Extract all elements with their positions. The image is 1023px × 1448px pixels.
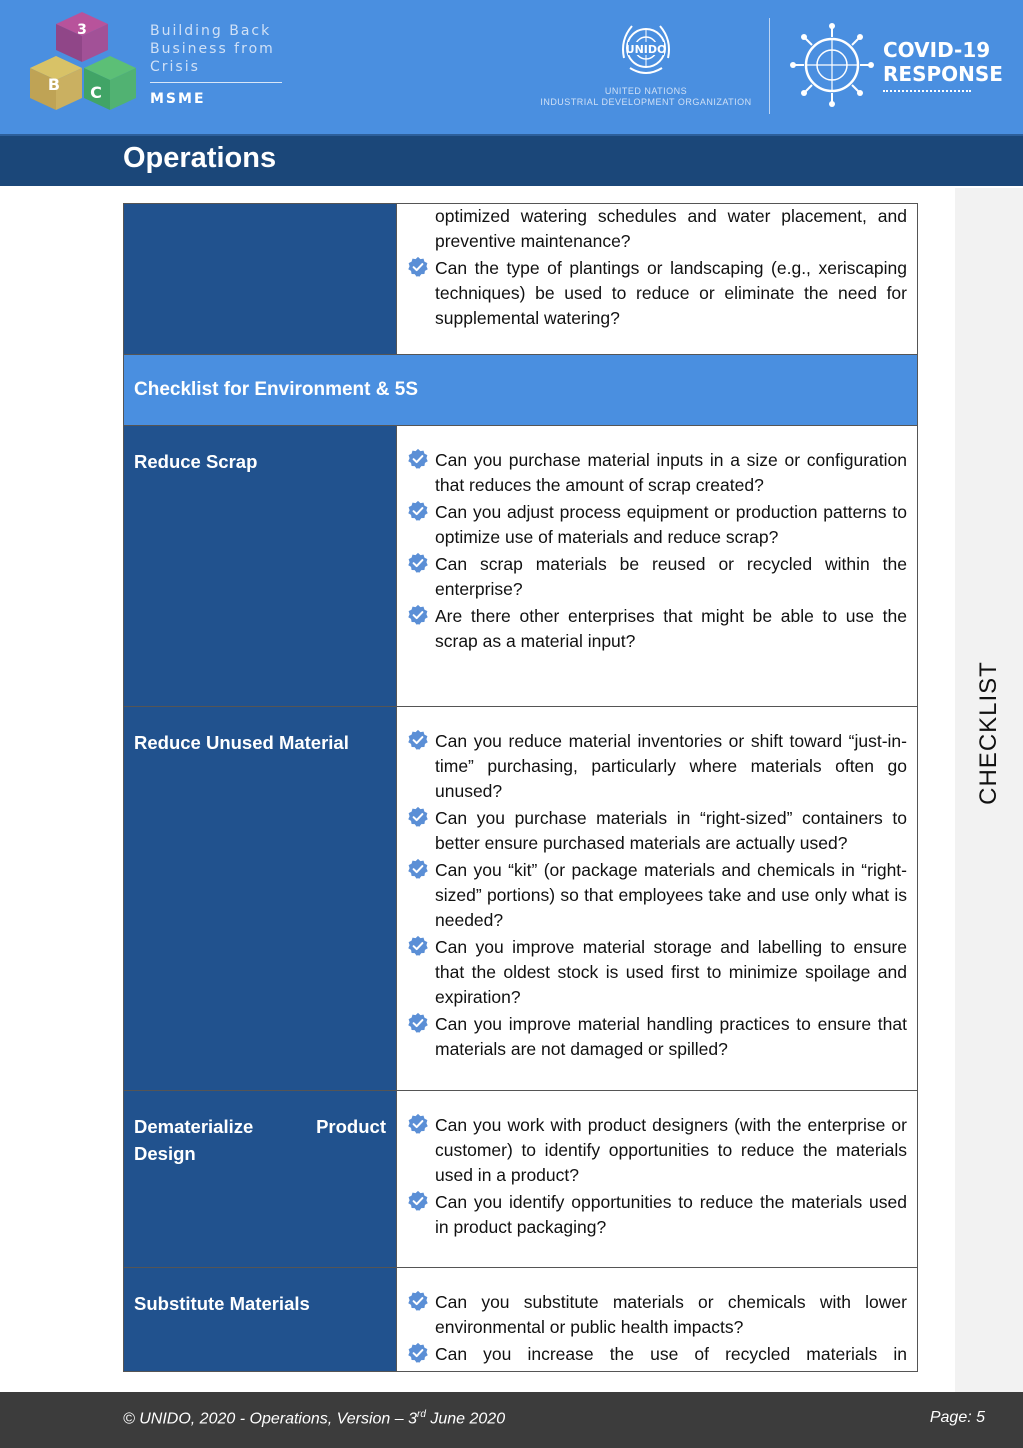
checklist-item-text: Can you improve material storage and labelling to ensure that the oldest stock is used first to minimize spoilage and expiration?	[435, 937, 907, 1007]
page-title: Operations	[123, 142, 277, 174]
table-row	[124, 204, 917, 355]
checklist-item-text: Can you improve material handling practices to ensure that materials are not damaged or spilled?	[435, 1014, 907, 1059]
table-row	[124, 707, 917, 1091]
verified-check-icon	[407, 806, 429, 828]
svg-text:C: C	[90, 83, 102, 102]
checklist-table	[123, 203, 918, 1372]
checklist-item-text: Can you “kit” (or package materials and chemicals in “right-sized” portions) so that employees take and use only what is needed?	[435, 860, 907, 930]
verified-check-icon	[407, 935, 429, 957]
footer-ordinal: rd	[417, 1409, 426, 1420]
checklist-item	[407, 1012, 907, 1062]
checklist-item-text: Can the type of plantings or landscaping (e.g., xeriscaping techniques) be used to reduce or eliminate the need for supplemental watering?	[435, 258, 907, 328]
checklist-item-text: Can you work with product designers (with the enterprise or customer) to identify opportunities to reduce the materials used in a product?	[435, 1115, 907, 1185]
checklist-item-text: Can scrap materials be reused or recycled within the enterprise?	[435, 554, 907, 599]
checklist-item-text: optimized watering schedules and water placement, and preventive maintenance?	[435, 206, 907, 251]
verified-check-icon	[407, 448, 429, 470]
verified-check-icon	[407, 729, 429, 751]
verified-check-icon	[407, 1190, 429, 1212]
verified-check-icon	[407, 604, 429, 626]
checklist-item-text: Can you increase the use of recycled materials in	[435, 1344, 907, 1364]
checklist-item	[407, 806, 907, 856]
logo-line: Business from	[150, 41, 275, 57]
checklist-item-text: Can you adjust process equipment or production patterns to optimize use of materials and reduce scrap?	[435, 502, 907, 547]
footer-copyright-date: June 2020	[425, 1410, 506, 1428]
covid-line: COVID-19	[883, 38, 991, 62]
checklist-item	[407, 1190, 907, 1240]
svg-text:3: 3	[77, 22, 87, 38]
logo-line: Crisis	[150, 59, 200, 75]
table-row	[124, 1268, 917, 1371]
category-cell	[124, 204, 397, 354]
covid-response-label	[883, 38, 1003, 92]
verified-check-icon	[407, 1012, 429, 1034]
verified-check-icon	[407, 1342, 429, 1364]
checklist-item	[407, 448, 907, 498]
logo-line: Building Back	[150, 23, 272, 39]
footer-copyright-prefix: © UNIDO, 2020 - Operations, Version – 3	[123, 1410, 417, 1428]
checklist-item-text: Are there other enterprises that might be able to use the scrap as a material input?	[435, 606, 907, 651]
un-wreath-emblem-icon	[616, 18, 676, 80]
verified-check-icon	[407, 256, 429, 278]
checklist-item	[407, 729, 907, 804]
covid-line: RESPONSE	[883, 62, 1003, 86]
covid-globe-icon	[790, 22, 874, 108]
unido-name-line: INDUSTRIAL DEVELOPMENT ORGANIZATION	[540, 97, 752, 107]
checklist-item	[407, 1342, 907, 1367]
section-header-row	[124, 355, 917, 426]
verified-check-icon	[407, 500, 429, 522]
table-row	[124, 426, 917, 707]
table-row	[124, 1091, 917, 1268]
verified-check-icon	[407, 858, 429, 880]
items-cell	[397, 204, 917, 354]
banner-divider	[769, 18, 770, 114]
category-cell: Substitute Materials	[124, 1268, 397, 1371]
category-cell: Reduce Scrap	[124, 426, 397, 706]
checklist-item	[407, 552, 907, 602]
checklist-item	[407, 256, 907, 331]
checklist-item-text: Can you substitute materials or chemicals with lower environmental or public health impacts?	[435, 1292, 907, 1337]
svg-text:B: B	[47, 75, 61, 94]
checklist-item	[407, 858, 907, 933]
checklist-item	[407, 935, 907, 1010]
category-cell: Dematerialize Product Design	[124, 1091, 397, 1267]
checklist-item	[407, 1290, 907, 1340]
unido-name-line: UNITED NATIONS	[604, 86, 688, 96]
checklist-item	[407, 604, 907, 654]
header-banner	[0, 0, 1023, 134]
checklist-item-text: Can you purchase materials in “right-sized” containers to better ensure purchased materials are actually used?	[435, 808, 907, 853]
bbc-logo-text	[150, 22, 285, 107]
items-cell	[397, 707, 917, 1090]
footer-copyright	[123, 1409, 505, 1428]
logo-msme-tag: MSME	[150, 91, 206, 107]
verified-check-icon	[407, 1113, 429, 1135]
checklist-item-text: Can you identify opportunities to reduce the materials used in product packaging?	[435, 1192, 907, 1237]
verified-check-icon	[407, 552, 429, 574]
section-title: Checklist for Environment & 5S	[134, 379, 419, 400]
checklist-item	[407, 500, 907, 550]
bbc-cubes-logo-icon	[26, 10, 141, 125]
svg-text:UNIDO: UNIDO	[625, 43, 667, 56]
title-bar	[0, 134, 1023, 186]
logo-divider	[150, 82, 282, 83]
checklist-item-text: Can you reduce material inventories or shift toward “just-in-time” purchasing, particularly where materials often go unused?	[435, 731, 907, 801]
items-cell	[397, 1268, 917, 1371]
category-cell: Reduce Unused Material	[124, 707, 397, 1090]
verified-check-icon	[407, 1290, 429, 1312]
side-checklist-label: CHECKLIST	[975, 661, 1002, 805]
items-cell	[397, 1091, 917, 1267]
checklist-item	[407, 1113, 907, 1188]
page-footer	[0, 1392, 1023, 1448]
checklist-item	[407, 204, 907, 254]
items-cell	[397, 426, 917, 706]
footer-page-number: Page: 5	[929, 1409, 985, 1426]
unido-logo	[540, 18, 752, 108]
checklist-item-text: Can you purchase material inputs in a size or configuration that reduces the amount of scrap created?	[435, 450, 907, 495]
covid-dotted-rule	[883, 90, 971, 92]
